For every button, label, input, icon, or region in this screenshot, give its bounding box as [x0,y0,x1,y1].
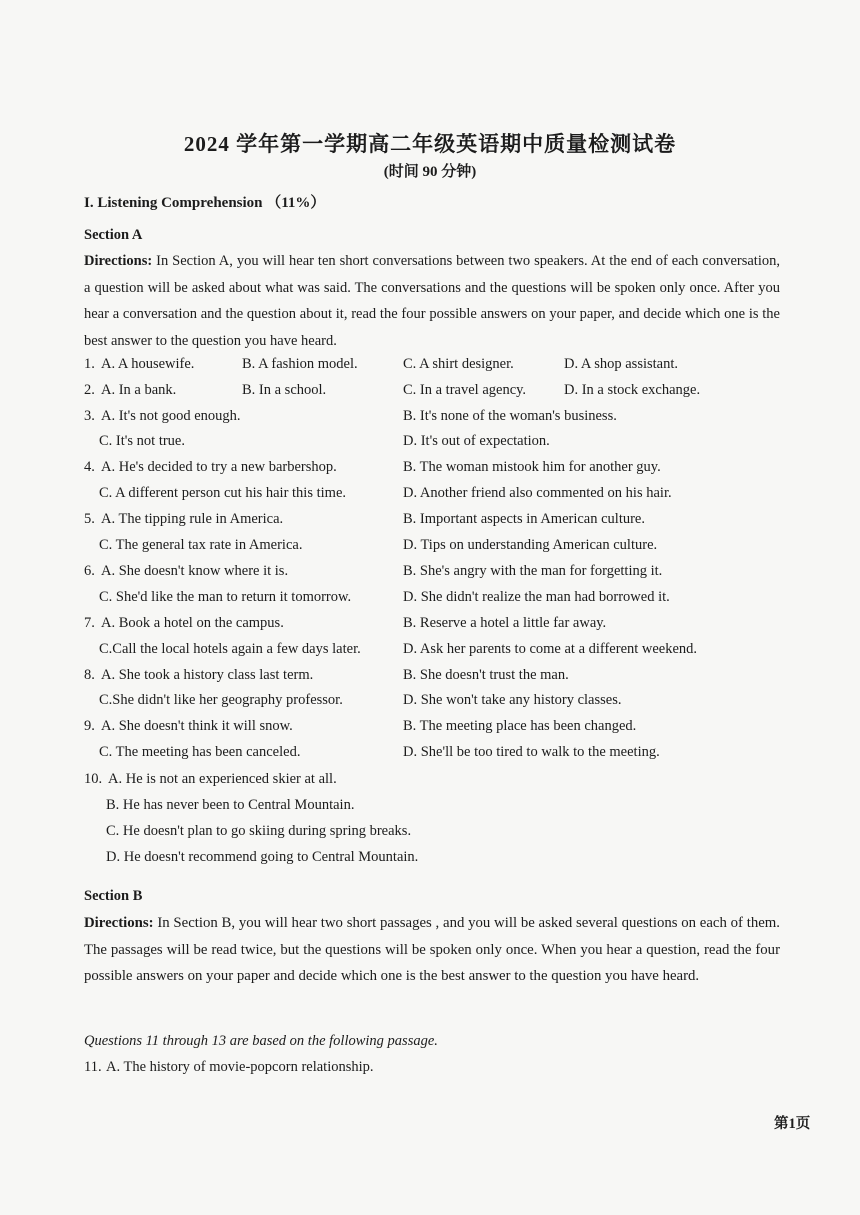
question-10-option-d [84,849,784,871]
question-3 [84,408,784,430]
option-c: C. A shirt designer. [403,356,514,372]
option-c: C.She didn't like her geography professor. [99,692,343,708]
option-c: C.Call the local hotels again a few days later. [99,641,361,657]
question-10-option-b [84,797,784,819]
question-number: 11. [84,1059,102,1075]
option-a: A. It's not good enough. [101,408,241,424]
directions-text: In Section A, you will hear ten short conversations between two speakers. At the end of each conversation, a question will be asked about what was said. The conversations and the questions will be spoken only once. After you hear a conversation and the question about it, read the four possible answers on your paper, and decide which one is the best answer to the question you have heard. [84,253,780,349]
question-number: 7. [84,615,95,631]
option-b: B. Important aspects in American culture. [403,511,645,527]
option-a: A. He is not an experienced skier at all. [108,771,337,787]
option-c: C. A different person cut his hair this time. [99,485,347,501]
option-a: A. The tipping rule in America. [101,511,284,527]
question-10-option-c [84,823,784,845]
option-b: B. She's angry with the man for forgetting it. [403,563,663,579]
question-number: 6. [84,563,95,579]
question-number: 10. [84,771,103,787]
passage-intro: Questions 11 through 13 are based on the following passage. [84,1033,438,1049]
section-a-directions [84,248,780,354]
question-number: 2. [84,382,95,398]
question-4-row-2 [84,485,784,507]
question-2 [84,382,784,404]
question-7 [84,615,784,637]
question-1 [84,356,784,378]
question-number: 5. [84,511,95,527]
option-b: B. In a school. [242,382,327,398]
option-c: C. She'd like the man to return it tomorrow. [99,589,352,605]
option-d: D. A shop assistant. [564,356,678,372]
option-d: D. She didn't realize the man had borrowed it. [403,589,670,605]
option-b: B. The meeting place has been changed. [403,718,637,734]
question-number: 1. [84,356,95,372]
option-d: D. Ask her parents to come at a different weekend. [403,641,698,657]
question-10 [84,771,784,793]
option-c: C. The meeting has been canceled. [99,744,301,760]
option-d: D. It's out of expectation. [403,433,550,449]
question-6 [84,563,784,585]
option-c: C. The general tax rate in America. [99,537,303,553]
question-7-row-2 [84,641,784,663]
directions-text: In Section B, you will hear two short passages , and you will be asked several questions on each of them. The passages will be read twice, but the questions will be spoken only once. When you hear a question, read the four possible answers on your paper and decide which one is the best answer to the question you have heard. [84,915,780,984]
option-d: D. Tips on understanding American culture. [403,537,658,553]
question-6-row-2 [84,589,784,611]
question-3-row-2 [84,433,784,455]
question-number: 3. [84,408,95,424]
option-a: A. In a bank. [101,382,177,398]
question-9-row-2 [84,744,784,766]
question-4 [84,459,784,481]
option-b: B. She doesn't trust the man. [403,667,569,683]
section-b-heading: Section B [84,888,143,904]
option-a: A. She took a history class last term. [101,667,314,683]
question-number: 9. [84,718,95,734]
option-c: C. He doesn't plan to go skiing during spring breaks. [106,823,412,839]
option-d: D. Another friend also commented on his hair. [403,485,672,501]
option-c: C. In a travel agency. [403,382,527,398]
option-d: D. He doesn't recommend going to Central Mountain. [106,849,419,865]
section-b-directions [84,910,780,990]
question-number: 8. [84,667,95,683]
page-number: 第1页 [774,1116,811,1132]
question-11 [84,1059,784,1081]
option-d: D. She'll be too tired to walk to the meeting. [403,744,660,760]
question-5-row-2 [84,537,784,559]
exam-duration: (时间 90 分钟) [383,164,477,180]
section-a-heading: Section A [84,227,143,243]
directions-label: Directions: [84,915,154,931]
option-b: B. It's none of the woman's business. [403,408,617,424]
question-number: 4. [84,459,95,475]
question-8 [84,667,784,689]
option-a: A. She doesn't know where it is. [101,563,289,579]
part-heading-listening: I. Listening Comprehension （11%） [84,195,326,211]
option-d: D. In a stock exchange. [564,382,701,398]
option-b: B. A fashion model. [242,356,358,372]
option-b: B. He has never been to Central Mountain. [106,797,355,813]
option-a: A. A housewife. [101,356,195,372]
option-b: B. The woman mistook him for another guy. [403,459,661,475]
option-a: A. She doesn't think it will snow. [101,718,293,734]
question-9 [84,718,784,740]
question-8-row-2 [84,692,784,714]
option-a: A. Book a hotel on the campus. [101,615,284,631]
exam-title: 2024 学年第一学期高二年级英语期中质量检测试卷 [183,132,677,156]
option-c: C. It's not true. [99,433,185,449]
directions-label: Directions: [84,253,153,269]
question-5 [84,511,784,533]
option-a: A. The history of movie-popcorn relationship. [106,1059,374,1075]
option-b: B. Reserve a hotel a little far away. [403,615,607,631]
option-d: D. She won't take any history classes. [403,692,622,708]
option-a: A. He's decided to try a new barbershop. [101,459,337,475]
